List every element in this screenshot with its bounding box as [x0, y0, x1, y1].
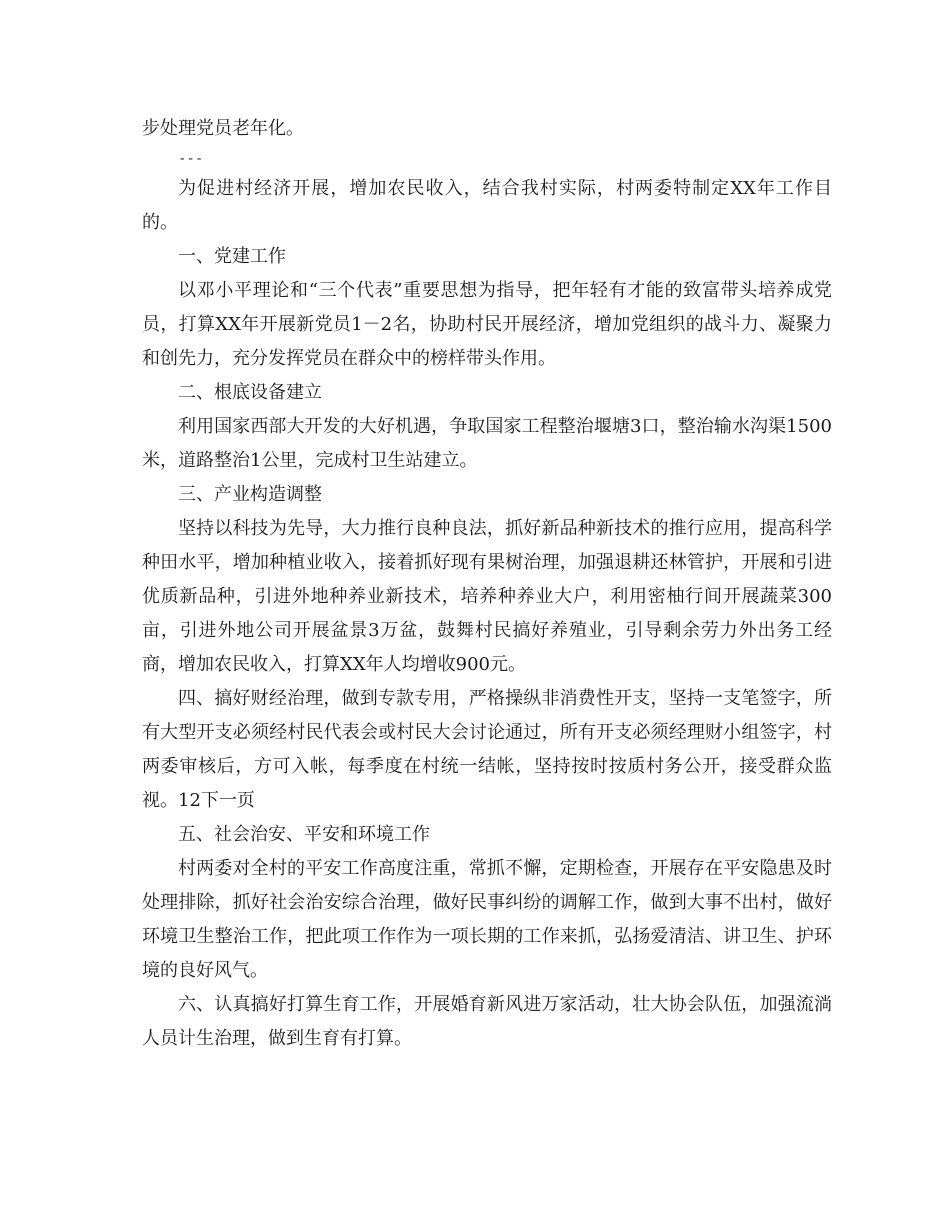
paragraph-intro: 为促进村经济开展，增加农民收入，结合我村实际，村两委特制定XX年工作目的。	[142, 178, 832, 233]
paragraph-infrastructure: 利用国家西部大开发的大好机遇，争取国家工程整治堰塘3口，整治输水沟渠1500米，道路整治1公里，完成村卫生站建立。	[142, 416, 832, 471]
document-body	[142, 112, 832, 1056]
paragraph-continuation: 步处理党员老年化。	[142, 118, 304, 139]
paragraph-finance: 四、搞好财经治理，做到专款专用，严格操纵非消费性开支，坚持一支笔签字，所有大型开支必须经村民代表会或村民大会讨论通过，所有开支必须经理财小组签字，村两委审核后，方可入帐，每季度在村统一结帐，坚持按时按质村务公开，接受群众监视。12下一页	[142, 688, 832, 811]
section-heading-security: 五、社会治安、平安和环境工作	[178, 824, 430, 845]
section-heading-infrastructure: 二、根底设备建立	[178, 382, 322, 403]
paragraph-security: 村两委对全村的平安工作高度注重，常抓不懈，定期检查，开展存在平安隐患及时处理排除，抓好社会治安综合治理，做好民事纠纷的调解工作，做到大事不出村，做好环境卫生整治工作，把此项工作作为一项长期的工作来抓，弘扬爱清洁、讲卫生、护环境的良好风气。	[142, 858, 832, 981]
separator-line: ---	[178, 151, 204, 167]
section-heading-industry: 三、产业构造调整	[178, 484, 322, 505]
section-heading-party-building: 一、党建工作	[178, 246, 286, 267]
paragraph-party-building: 以邓小平理论和“三个代表”重要思想为指导，把年轻有才能的致富带头培养成党员，打算XX年开展新党员1－2名，协助村民开展经济，增加党组织的战斗力、凝聚力和创先力，充分发挥党员在群众中的榜样带头作用。	[142, 280, 832, 369]
paragraph-family-planning: 六、认真搞好打算生育工作，开展婚育新风进万家活动，壮大协会队伍，加强流淌人员计生治理，做到生育有打算。	[142, 994, 832, 1049]
paragraph-industry: 坚持以科技为先导，大力推行良种良法，抓好新品种新技术的推行应用，提高科学种田水平，增加种植业收入，接着抓好现有果树治理，加强退耕还林管护，开展和引进优质新品种，引进外地种养业新技术，培养种养业大户，利用密柚行间开展蔬菜300亩，引进外地公司开展盆景3万盆，鼓舞村民搞好养殖业，引导剩余劳力外出务工经商，增加农民收入，打算XX年人均增收900元。	[142, 518, 832, 675]
